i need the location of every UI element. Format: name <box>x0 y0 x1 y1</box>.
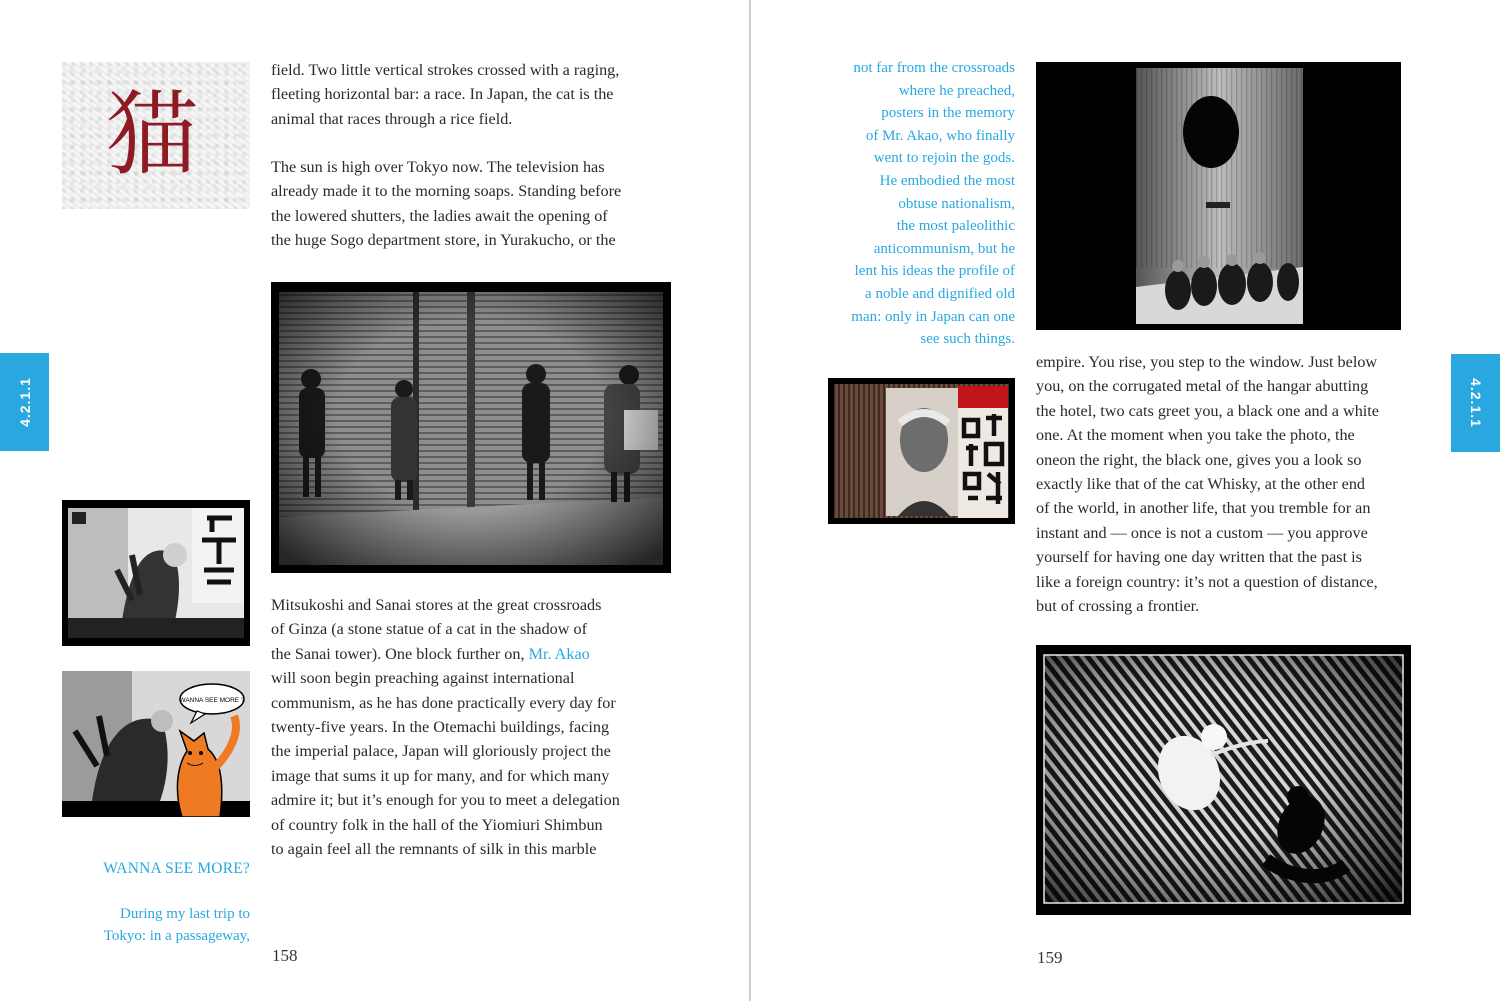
section-tab-label: 4.2.1.1 <box>1467 378 1484 428</box>
page-number-right: 159 <box>1037 948 1063 967</box>
section-tab-right[interactable] <box>1451 354 1500 452</box>
photo-ladies-shutters[interactable] <box>271 282 671 573</box>
caption-text: During my last trip to Tokyo: in a passageway, <box>103 905 250 945</box>
side-caption-right: not far from the crossroads where he preached, posters in the memory of Mr. Akao, who finally went to rejoin the gods. He embodied the most obtuse nationalism, the most paleolithic anticommunism, but he lent his ideas the profile of a noble and dignified old man: only in Japan can one see such things. <box>851 60 1015 348</box>
photo-seated-hall[interactable] <box>1036 62 1401 330</box>
photo-cat-cartoon-art <box>62 671 250 817</box>
photo-seated-hall-art <box>1036 62 1401 330</box>
section-tab-label: 4.2.1.1 <box>16 377 33 427</box>
left-page <box>0 0 749 1001</box>
kanji-character: 猫 <box>106 81 199 188</box>
section-tab-left[interactable] <box>0 353 49 451</box>
photo-akao-poster-art <box>828 378 1015 524</box>
paragraph-3 <box>271 593 691 861</box>
paragraph-right: empire. You rise, you step to the window. Just below you, on the corrugated metal of the hangar abutting the hotel, two cats greet you, a black one and a white one. At the moment when you take the photo, the oneon the right, the black one, gives you a look so exactly like that of the cat Whisky, at the other end of the world, in another life, that you tremble for an instant and — once is not a custom — you approve yourself for having one day written that the past is like a foreign country: it’s not a question of distance, but of crossing a frontier. <box>1036 353 1379 616</box>
photo-akao-poster[interactable] <box>828 378 1015 524</box>
paragraph-3-part-1: Mitsukoshi and Sanai stores at the great crossroads of Ginza (a stone statue of a cat in the shadow of the Sanai tower). One block further on, <box>271 596 602 663</box>
photo-two-cats[interactable] <box>1036 645 1411 915</box>
paragraph-1: field. Two little vertical strokes crossed with a raging, fleeting horizontal bar: a race. In Japan, the cat is the animal that races through a rice field. <box>271 61 620 128</box>
page-number-left: 158 <box>272 946 298 965</box>
kanji-cat-image <box>62 62 250 209</box>
mr-akao-link[interactable]: Mr. Akao <box>528 644 590 663</box>
photo-man-posters[interactable] <box>62 500 250 646</box>
photo-caption-left <box>62 835 250 948</box>
speech-bubble-text: WANNA SEE MORE ? <box>179 697 245 704</box>
photo-two-cats-art <box>1036 645 1411 915</box>
photo-ladies-shutters-art <box>271 282 671 573</box>
right-page <box>751 0 1500 1001</box>
caption-title: WANNA SEE MORE? <box>103 859 250 877</box>
paragraph-2: The sun is high over Tokyo now. The television has already made it to the morning soaps. Standing before the lowered shutters, the ladies await the opening of the huge Sogo department store, in Yurakucho, or the <box>271 158 622 250</box>
photo-man-posters-art <box>62 500 250 646</box>
paragraph-3-part-2: will soon begin preaching against international communism, as he has done practically every day for twenty-five years. In the Otemachi buildings, facing the imperial palace, Japan will gloriously project the image that sums it up for many, and for which many admire it; but it’s enough for you to meet a delegation of country folk in the hall of the Yiomiuri Shimbun to again feel all the remnants of silk in this marble <box>271 669 620 859</box>
photo-cat-cartoon[interactable] <box>62 671 250 817</box>
